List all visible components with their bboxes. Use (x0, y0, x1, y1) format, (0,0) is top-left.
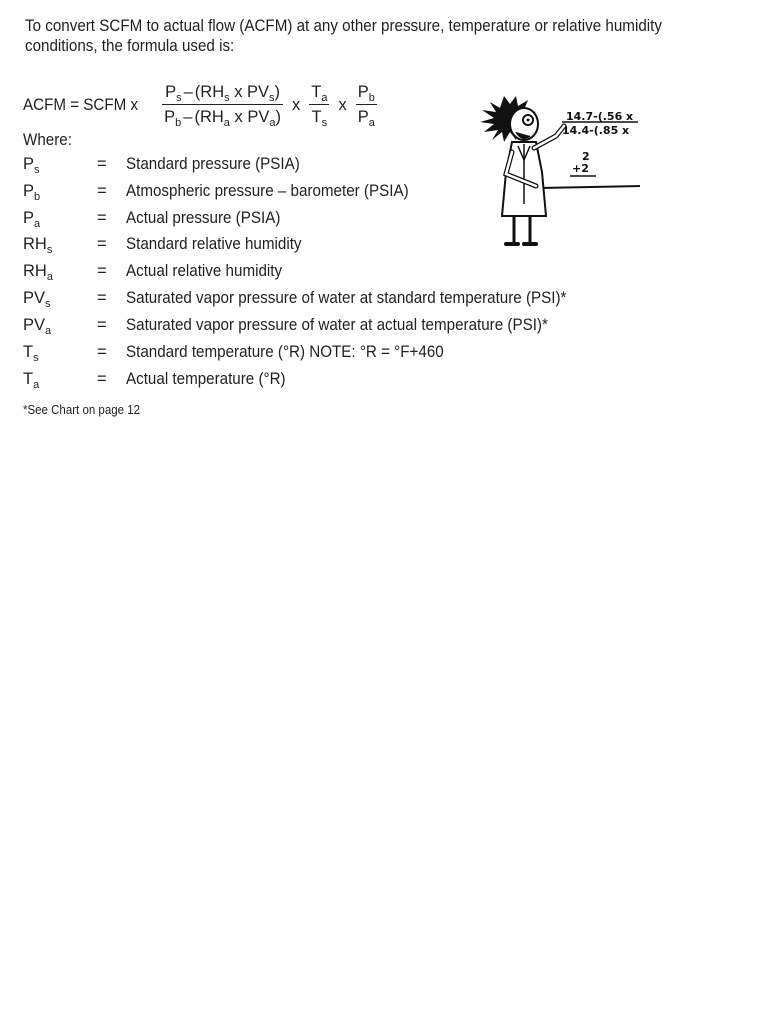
definition-symbol: $PV_s$ (23, 289, 51, 310)
definition-symbol: $P_b$ (23, 182, 41, 203)
pointer-stick (540, 186, 640, 188)
fraction3-denominator: $P_a$ (357, 108, 375, 130)
definition-symbol: $PV_a$ (23, 316, 52, 337)
equals-sign: = (97, 155, 107, 173)
equals-sign: = (97, 289, 107, 307)
definition-text: Standard pressure (PSIA) (126, 155, 300, 173)
intro-paragraph: To convert SCFM to actual flow (ACFM) at any other pressure, temperature or relative humidity conditions, the formula used is: (25, 17, 662, 55)
equals-sign: = (97, 316, 107, 334)
definition-text: Atmospheric pressure – barometer (PSIA) (126, 182, 409, 200)
fraction3-bar (356, 104, 377, 105)
scientist-illustration (478, 86, 648, 256)
fraction1-denominator: $P_b - (RH_a$ x $PV_a$) (164, 108, 281, 130)
equals-sign: = (97, 370, 107, 388)
where-label: Where: (23, 131, 72, 149)
humidity-pressure-fraction (162, 82, 283, 128)
equals-sign: = (97, 182, 107, 200)
fraction2-denominator: $T_s$ (311, 108, 328, 130)
temperature-fraction (309, 82, 329, 128)
fraction2-bar (309, 104, 329, 105)
multiply-sign: x (338, 95, 347, 114)
fraction2-numerator: $T_a$ (311, 82, 328, 104)
footnote: *See Chart on page 12 (23, 403, 141, 417)
fraction1-bar (162, 104, 283, 105)
formula-lhs: ACFM = SCFM x (23, 95, 139, 114)
definition-symbol: $P_s$ (23, 155, 40, 176)
definition-text: Saturated vapor pressure of water at standard temperature (PSI)* (126, 289, 567, 307)
fraction1-numerator: $P_s - (RH_s$ x $PV_s$) (165, 82, 281, 104)
definition-text: Standard relative humidity (126, 235, 302, 253)
definition-text: Actual relative humidity (126, 262, 283, 280)
multiply-sign: x (291, 95, 301, 114)
board-math-line2: 14.4-(.85 x (562, 124, 630, 137)
definition-symbol: $RH_a$ (23, 262, 53, 283)
pressure-fraction (356, 82, 377, 128)
definition-symbol: $RH_s$ (23, 235, 53, 256)
equals-sign: = (97, 262, 107, 280)
definition-text: Saturated vapor pressure of water at actual temperature (PSI)* (126, 316, 548, 334)
board-math-line1: 14.7-(.56 x (566, 110, 634, 123)
definition-symbol: $T_s$ (23, 343, 39, 364)
definition-symbol: $T_a$ (23, 370, 40, 391)
equals-sign: = (97, 343, 107, 361)
board-math-line4: +2 (572, 162, 589, 175)
equals-sign: = (97, 209, 107, 227)
definition-text: Actual temperature (°R) (126, 370, 286, 388)
definition-text: Standard temperature (°R) NOTE: °R = °F+460 (126, 343, 444, 361)
definition-text: Actual pressure (PSIA) (126, 209, 281, 227)
board-math-line3: 2 (582, 150, 590, 163)
definition-symbol: $P_a$ (23, 209, 41, 230)
equals-sign: = (97, 235, 107, 253)
fraction3-numerator: $P_b$ (357, 82, 375, 104)
acfm-formula (23, 78, 377, 132)
